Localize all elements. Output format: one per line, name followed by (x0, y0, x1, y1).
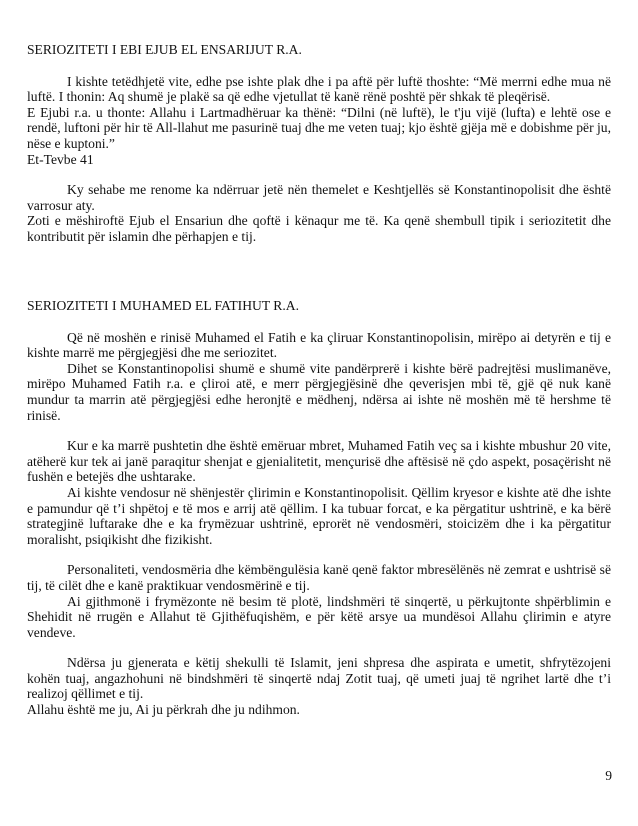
paragraph: Ndërsa ju gjenerata e këtij shekulli të Islamit, jeni shpresa dhe aspirata e umetit, shfrytëzojeni kohën tuaj, angazhohuni në bindshmëri të sinqertë ndaj Zotit tuaj, që umeti juaj të ngrihet lartë dhe t’i realizoj qëllimet e tij. (27, 655, 611, 702)
paragraph: Dihet se Konstantinopolisi shumë e shumë vite pandërprerë i kishte bërë padrejtësi muslimanëve, mirëpo Muhamed Fatih r.a. e çliroi atë, e merr përgjegjësinë dhe qeverisjen mbi të, gjë që nuk kanë mundur ta marrin atë përgjegjësi edhe heronjtë e mëdhenj, ndërsa ai ishte në moshën më të hershme të rinisë. (27, 360, 611, 423)
paragraph: I kishte tetëdhjetë vite, edhe pse ishte plak dhe i pa aftë për luftë thoshte: “Më merrni edhe mua në luftë. I thonin: Aq shumë je plakë sa që edhe vjetullat të kanë rënë poshtë për shkak të pleqërisë. (27, 73, 611, 105)
section-heading: SERIOZITETI I EBI EJUB EL ENSARIJUT R.A. (27, 42, 302, 57)
paragraph: Kur e ka marrë pushtetin dhe është emëruar mbret, Muhamed Fatih veç sa i kishte mbushur 20 vite, atëherë kur tek ai janë paraqitur shenjat e gjenialitetit, mençurisë dhe aftësisë në çdo aspekt, posaçërisht në fushën e betejës dhe ushtarake. (27, 438, 611, 485)
paragraph: Ai gjithmonë i frymëzonte në besim të plotë, lindshmëri të sinqertë, u përkujtonte shpërblimin e Shehidit në rrugën e Allahut të Gjithëfuqishëm, e për këtë arsye ua mundësoi Allahu çlirimin e atyre vendeve. (27, 593, 611, 640)
section-ebi-ejub (27, 42, 611, 245)
paragraph: Ai kishte vendosur në shënjestër çlirimin e Konstantinopolisit. Qëllim kryesor e kishte atë dhe ishte e pamundur që t’i shpëtoj e të mos e arrij atë qëllim. I ka tubuar forcat, e ka përgatitur ushtrinë, e ka bërë strategjinë luftarake dhe e ka frymëzuar ushtrinë, eprorët në vendosmëri, stoicizëm dhe i ka përgatitur moralisht, psiqikisht dhe fizikisht. (27, 484, 611, 547)
section-heading: SERIOZITETI I MUHAMED EL FATIHUT R.A. (27, 298, 299, 313)
paragraph: Që në moshën e rinisë Muhamed el Fatih e ka çliruar Konstantinopolisin, mirëpo ai detyrën e tij e kishte marrë me përgjegjësi dhe me seriozitet. (27, 329, 611, 361)
paragraph: Zoti e mëshiroftë Ejub el Ensariun dhe qoftë i kënaqur me të. Ka qenë shembull tipik i seriozitetit dhe kontributit për islamin dhe përhapjen e tij. (27, 213, 611, 244)
verse-reference: Et-Tevbe 41 (27, 151, 94, 167)
page-number: 9 (605, 768, 612, 783)
paragraph: Personaliteti, vendosmëria dhe këmbëngulësia kanë qenë faktor mbresëlënës në zemrat e ushtrisë së tij, të cilët dhe e kanë praktikuar vendosmërinë e tij. (27, 562, 611, 593)
paragraph: Allahu është me ju, Ai ju përkrah dhe ju ndihmon. (27, 702, 300, 718)
section-muhamed-el-fatih (27, 298, 611, 718)
paragraph: Ky sehabe me renome ka ndërruar jetë nën themelet e Keshtjellës së Konstantinopolisit dhe është varrosur aty. (27, 182, 611, 213)
paragraph: E Ejubi r.a. u thonte: Allahu i Lartmadhëruar ka thënë: “Dilni (në luftë), le t'ju vijë (lufta) e lehtë ose e rendë, luftoni për hir të All-llahut me pasurinë tuaj dhe me veten tuaj; kjo është gjëja më e dobishme për ju, nëse e kuptoni.” (27, 104, 611, 151)
